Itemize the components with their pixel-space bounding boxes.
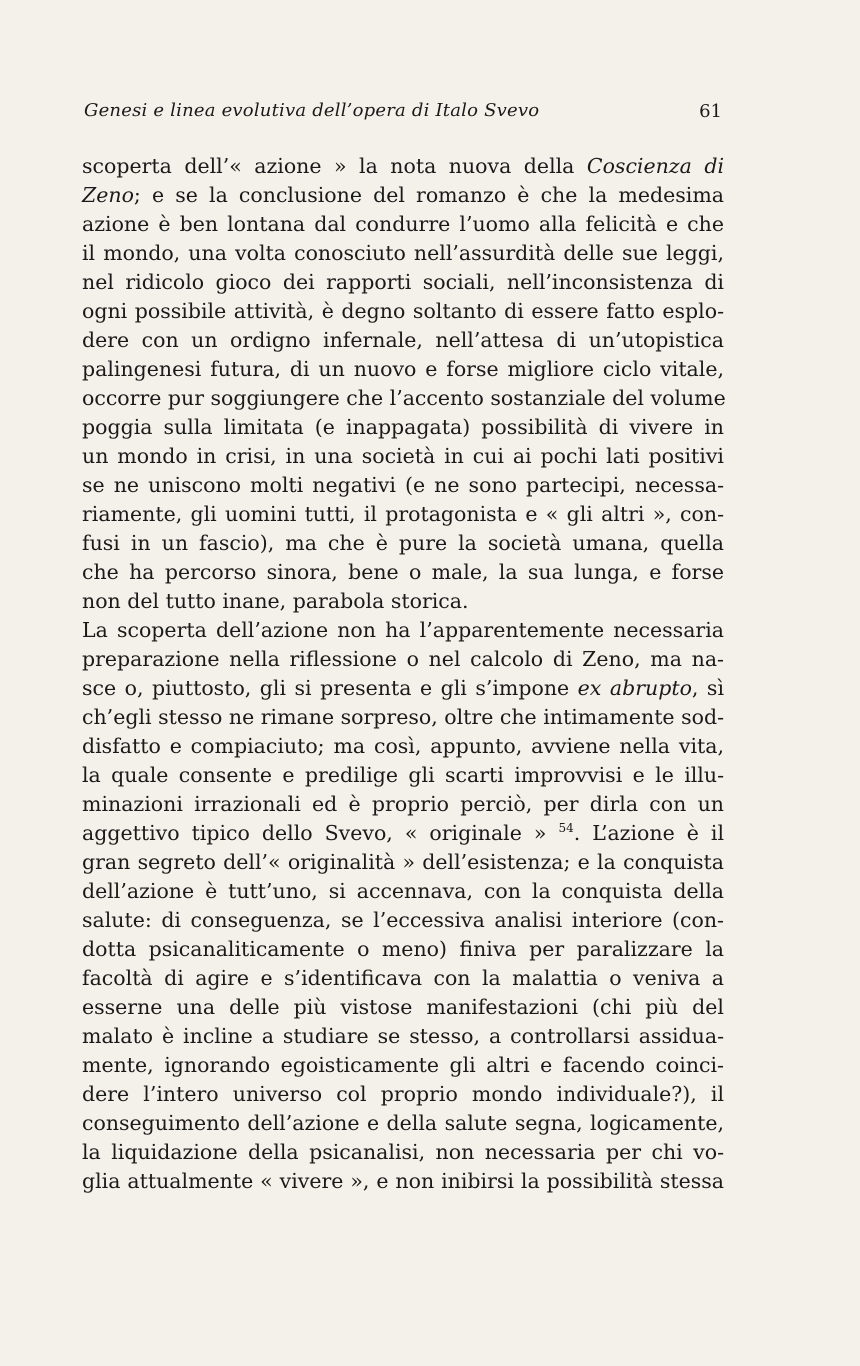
text-line [82,268,724,297]
text-segment: , sì [691,676,725,700]
text-segment: azione è ben lontana dal condurre l’uomo alla felicità e che [82,212,724,236]
text-segment: se ne uniscono molti negativi (e ne sono partecipi, necessa- [82,473,724,497]
text-line [82,1051,724,1080]
text-segment: mente, ignorando egoisticamente gli altri e facendo coinci- [82,1053,724,1077]
text-segment: glia attualmente « vivere », e non inibirsi la possibilità stessa [82,1169,724,1193]
text-line [82,674,724,703]
text-line [82,616,724,645]
text-line [82,935,724,964]
footnote-ref: 54 [558,821,574,835]
text-segment: poggia sulla limitata (e inappagata) possibilità di vivere in [82,415,724,439]
text-segment: salute: di conseguenza, se l’eccessiva analisi interiore (con- [82,908,724,932]
text-line [82,1109,724,1138]
text-segment: conseguimento dell’azione e della salute segna, logicamente, [82,1111,724,1135]
text-line [82,819,724,848]
text-segment: ch’egli stesso ne rimane sorpreso, oltre che intimamente sod- [82,705,724,729]
text-segment: un mondo in crisi, in una società in cui ai pochi lati positivi [82,444,724,468]
text-line [82,413,724,442]
italic-text: Coscienza di [586,154,724,178]
text-segment: gran segreto dell’« originalità » dell’esistenza; e la conquista [82,850,724,874]
text-line [82,761,724,790]
running-title: Genesi e linea evolutiva dell’opera di Italo Svevo [84,100,540,121]
text-line [82,732,724,761]
text-line [82,1022,724,1051]
text-line [82,152,724,181]
text-line [82,993,724,1022]
text-line [82,1167,724,1196]
page-number: 61 [699,101,722,122]
text-segment: malato è incline a studiare se stesso, a controllarsi assidua- [82,1024,724,1048]
text-segment: non del tutto inane, parabola storica. [82,589,469,613]
text-line [82,964,724,993]
text-segment: disfatto e compiaciuto; ma così, appunto, avviene nella vita, [82,734,724,758]
text-segment: minazioni irrazionali ed è proprio perciò, per dirla con un [82,792,724,816]
italic-text: ex abrupto [577,676,692,700]
text-segment: ; e se la conclusione del romanzo è che la medesima [133,183,724,207]
text-segment: la quale consente e predilige gli scarti improvvisi e le illu- [82,763,724,787]
text-line [82,703,724,732]
text-line [82,587,724,616]
text-segment: che ha percorso sinora, bene o male, la sua lunga, e forse [82,560,724,584]
text-segment: facoltà di agire e s’identificava con la malattia o veniva a [82,966,724,990]
text-segment: esserne una delle più vistose manifestazioni (chi più del [82,995,724,1019]
text-line [82,877,724,906]
text-line [82,384,724,413]
text-segment: dere l’intero universo col proprio mondo individuale?), il [82,1082,724,1106]
text-line [82,326,724,355]
text-segment: la liquidazione della psicanalisi, non necessaria per chi vo- [82,1140,724,1164]
text-segment: dere con un ordigno infernale, nell’attesa di un’utopistica [82,328,724,352]
text-segment: preparazione nella riflessione o nel calcolo di Zeno, ma na- [82,647,724,671]
text-line [82,848,724,877]
text-segment: aggettivo tipico dello Svevo, « originale » [82,821,559,845]
text-segment: sce o, piuttosto, gli si presenta e gli s’impone [82,676,578,700]
text-line [82,906,724,935]
text-segment: palingenesi futura, di un nuovo e forse migliore ciclo vitale, [82,357,724,381]
text-line [82,239,724,268]
text-segment: occorre pur soggiungere che l’accento sostanziale del volume [82,386,726,410]
italic-text: Zeno [82,183,134,207]
text-segment: scoperta dell’« azione » la nota nuova della [82,154,587,178]
text-line [82,1138,724,1167]
text-line [82,529,724,558]
text-segment: fusi in un fascio), ma che è pure la società umana, quella [82,531,724,555]
text-segment: dotta psicanaliticamente o meno) finiva per paralizzare la [82,937,724,961]
text-line [82,790,724,819]
text-segment: il mondo, una volta conosciuto nell’assurdità delle sue leggi, [82,241,724,265]
text-line [82,210,724,239]
text-line [82,297,724,326]
text-line [82,471,724,500]
text-segment: La scoperta dell’azione non ha l’apparentemente necessaria [82,618,724,642]
text-line [82,645,724,674]
text-segment: nel ridicolo gioco dei rapporti sociali, nell’inconsistenza di [82,270,724,294]
text-segment: . L’azione è il [573,821,724,845]
text-segment: riamente, gli uomini tutti, il protagonista e « gli altri », con- [82,502,724,526]
text-line [82,181,724,210]
text-line [82,500,724,529]
text-segment: dell’azione è tutt’uno, si accennava, con la conquista della [82,879,724,903]
text-line [82,1080,724,1109]
text-line [82,442,724,471]
text-line [82,355,724,384]
body-text [82,152,724,1196]
text-segment: ogni possibile attività, è degno soltanto di essere fatto esplo- [82,299,724,323]
text-line [82,558,724,587]
